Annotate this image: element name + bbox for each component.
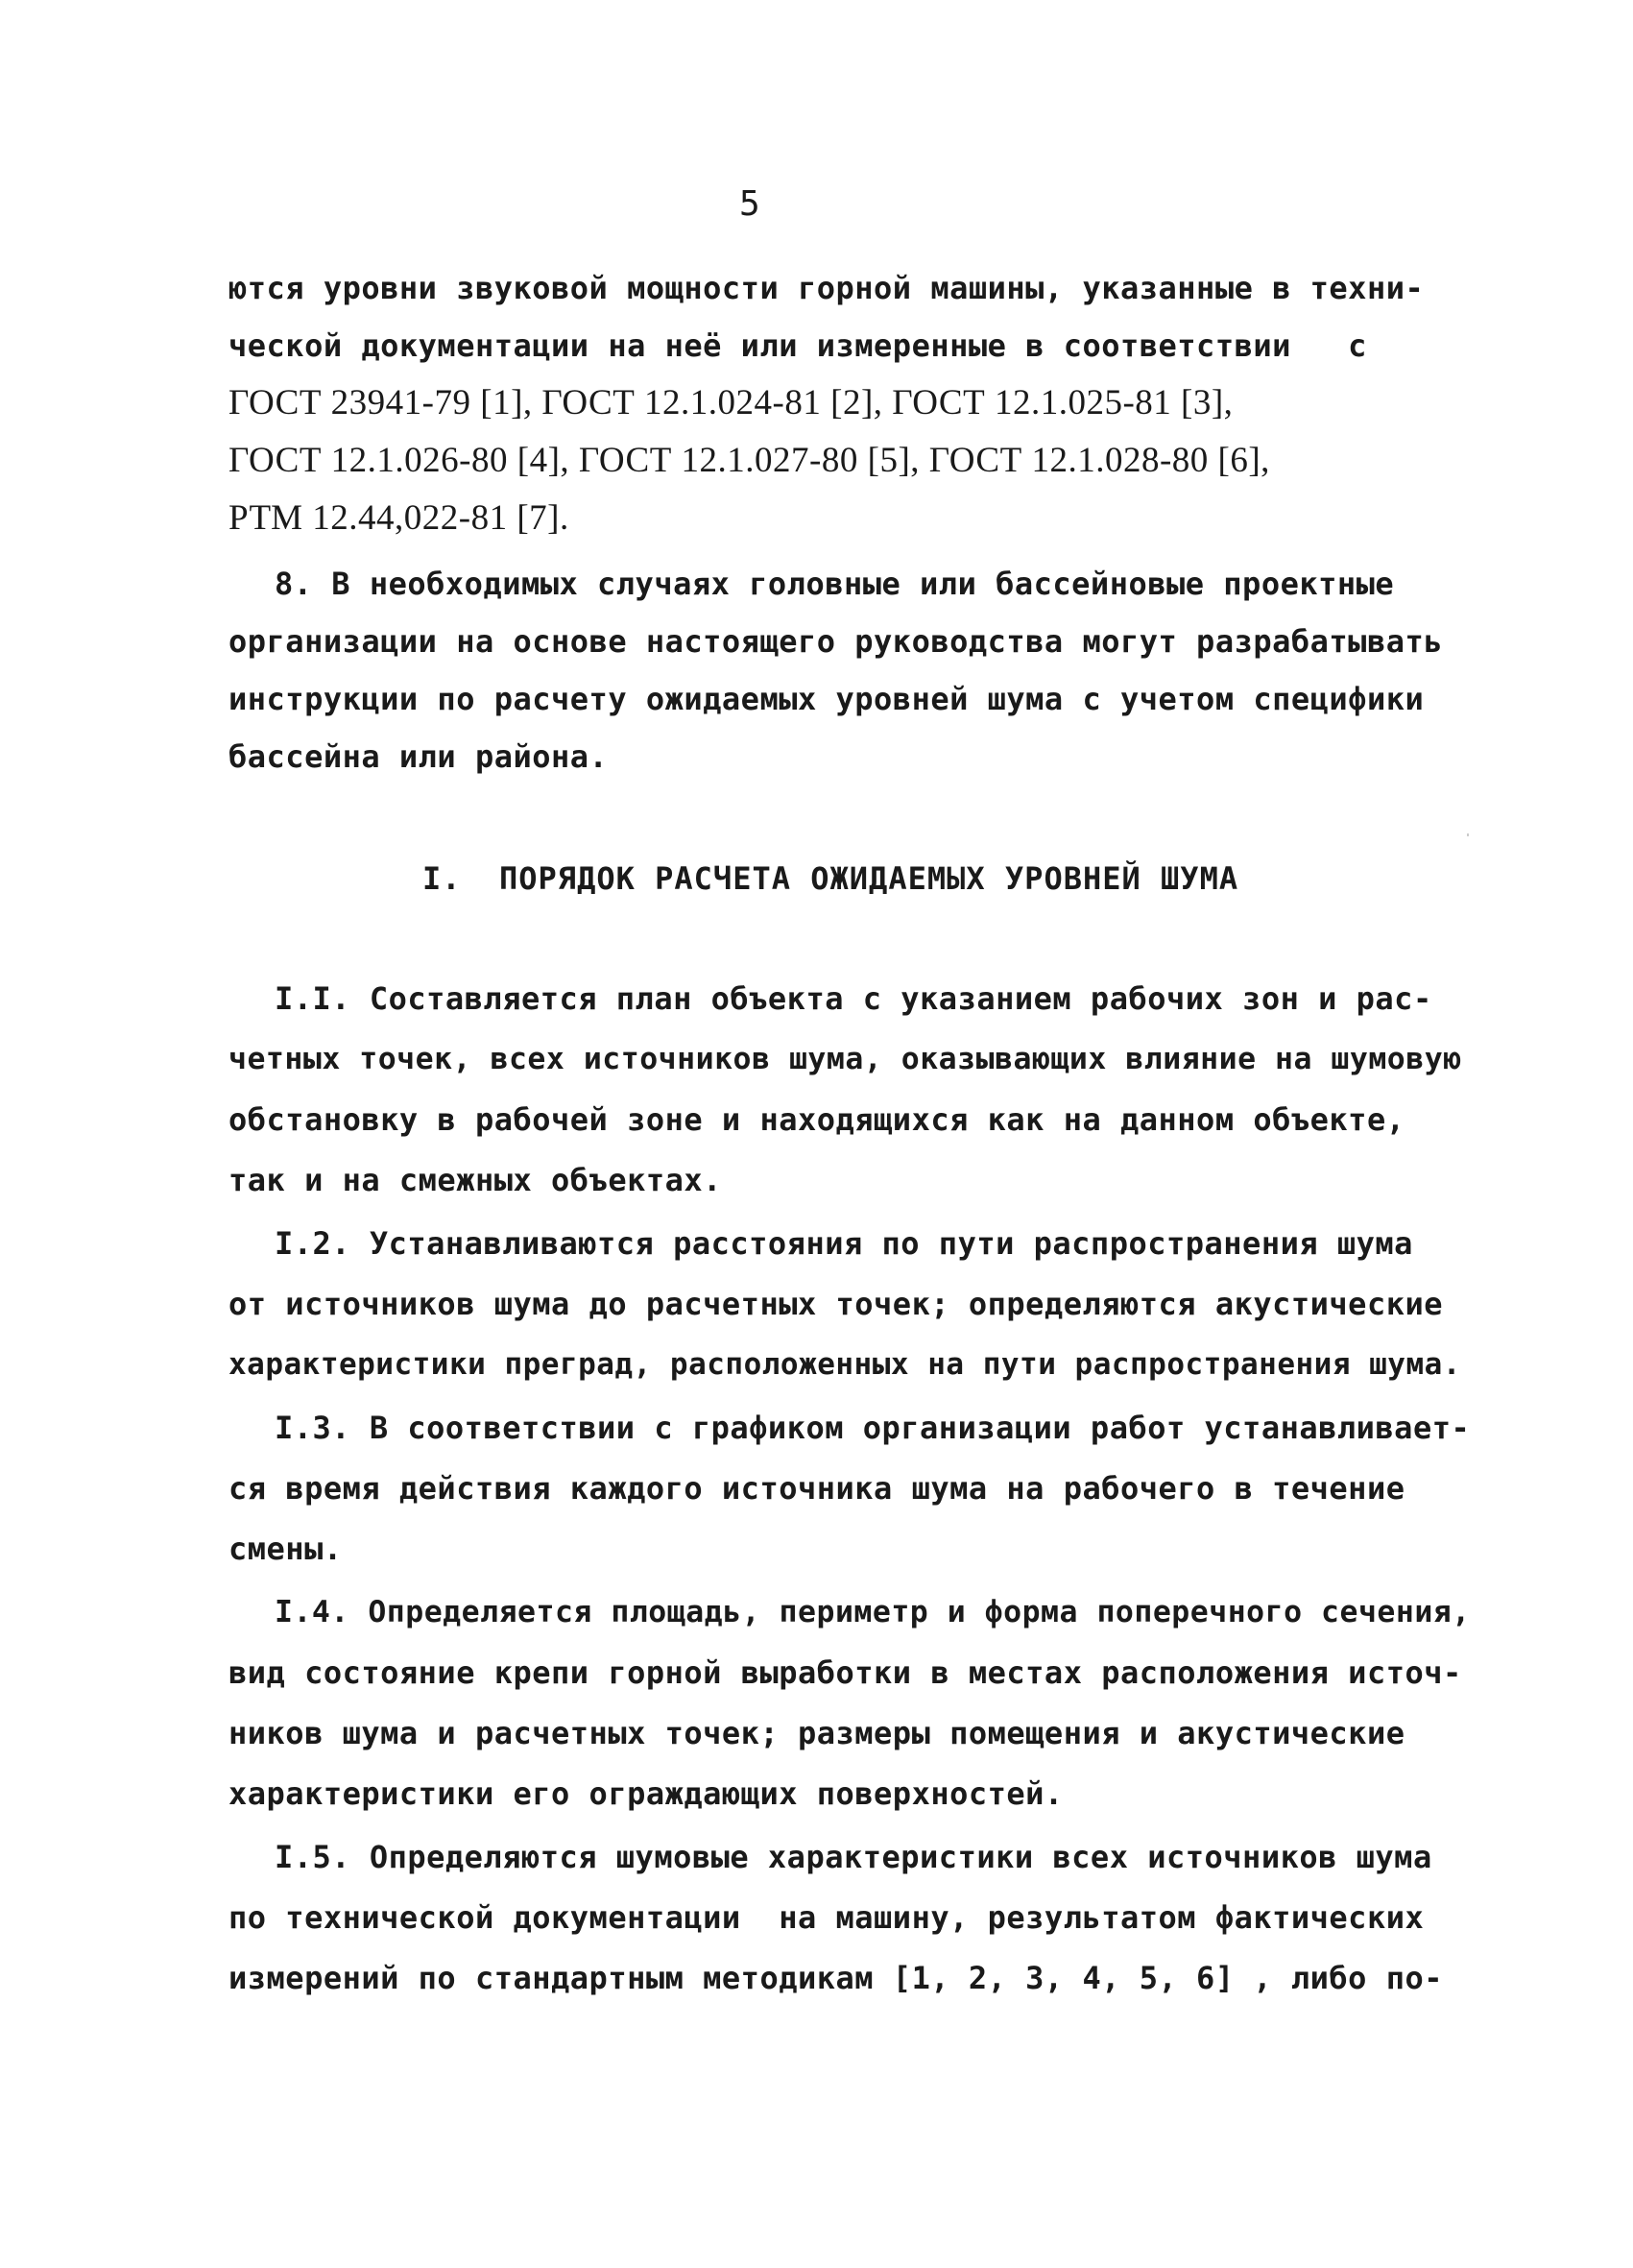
item-1-4-line-3: ников шума и расчетных точек; размеры помещения и акустические (228, 1715, 1405, 1751)
item-1-4-line-2: вид состояние крепи горной выработки в местах расположения источ- (228, 1654, 1462, 1691)
intro-line-4: ГОСТ 12.1.026-80 [4], ГОСТ 12.1.027-80 [5], ГОСТ 12.1.028-80 [6], (228, 441, 1270, 480)
item-1-2-line-3: характеристики преград, расположенных на пути распространения шума. (228, 1347, 1461, 1382)
item-1-3-line-2: ся время действия каждого источника шума на рабочего в течение (228, 1470, 1405, 1507)
section-title: ПОРЯДОК РАСЧЕТА ОЖИДАЕМЫХ УРОВНЕЙ ШУМА (499, 860, 1239, 897)
para8-line-4: бассейна или района. (228, 738, 609, 775)
item-1-5-line-2: по технической документации на машину, результатом фактических (228, 1899, 1425, 1936)
item-1-5-line-3: измерений по стандартным методикам [1, 2, 3, 4, 5, 6] , либо по- (228, 1960, 1443, 1996)
item-1-1-line-3: обстановку в рабочей зоне и находящихся как на данном объекте, (228, 1101, 1405, 1138)
intro-line-3: ГОСТ 23941-79 [1], ГОСТ 12.1.024-81 [2], ГОСТ 12.1.025-81 [3], (228, 383, 1234, 422)
item-1-3-line-3: смены. (228, 1531, 343, 1567)
intro-line-1: ются уровни звуковой мощности горной машины, указанные в техни- (228, 270, 1425, 306)
item-1-4-line-4: характеристики его ограждающих поверхностей. (228, 1775, 1064, 1812)
item-1-5-line-1: I.5. Определяются шумовые характеристики всех источников шума (275, 1839, 1432, 1875)
para8-line-1: 8. В необходимых случаях головные или бассейновые проектные (275, 566, 1395, 602)
section-number: I. (422, 860, 462, 897)
page-number: 5 (739, 184, 760, 224)
para8-line-3: инструкции по расчету ожидаемых уровней шума с учетом специфики (228, 681, 1425, 717)
item-1-4-line-1: I.4. Определяется площадь, периметр и форма поперечного сечения, (275, 1595, 1471, 1629)
item-1-1-line-4: так и на смежных объектах. (228, 1162, 722, 1198)
item-1-2-line-1: I.2. Устанавливаются расстояния по пути распространения шума (275, 1225, 1413, 1262)
item-1-3-line-1: I.3. В соответствии с графиком организации работ устанавливает- (275, 1410, 1471, 1446)
scan-speck (1467, 833, 1469, 836)
intro-line-2: ческой документации на неё или измеренные в соответствии с (228, 327, 1367, 364)
item-1-1-line-1: I.I. Составляется план объекта с указанием рабочих зон и рас- (275, 980, 1432, 1017)
item-1-1-line-2: четных точек, всех источников шума, оказывающих влияние на шумовую (228, 1042, 1462, 1076)
para8-line-2: организации на основе настоящего руководства могут разрабатывать (228, 623, 1443, 660)
intro-line-5: РТМ 12.44,022-81 [7]. (228, 498, 569, 538)
item-1-2-line-2: от источников шума до расчетных точек; определяются акустические (228, 1286, 1443, 1322)
